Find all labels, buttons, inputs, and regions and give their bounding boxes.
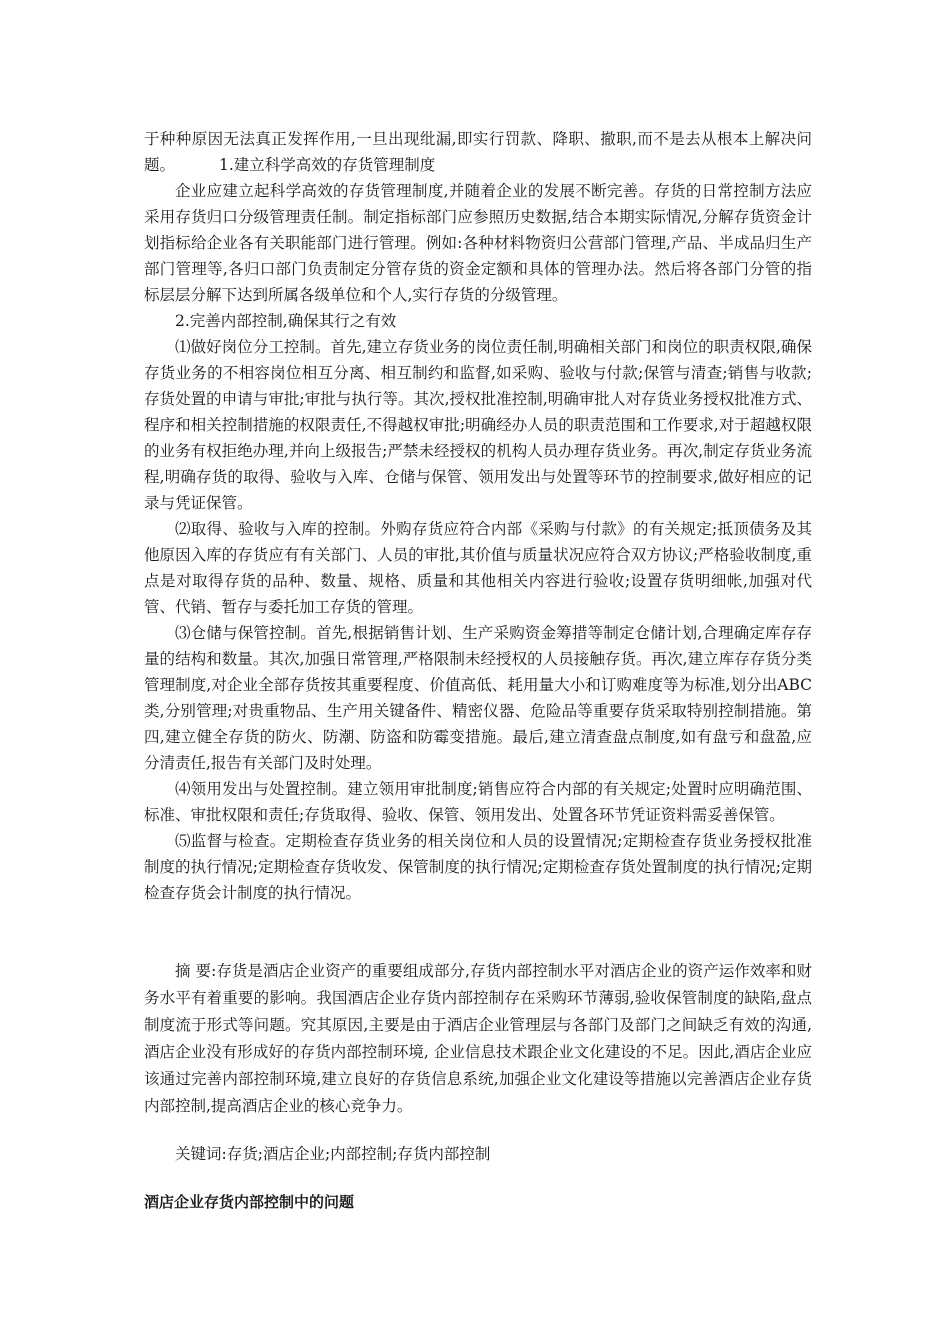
abstract-text: 摘 要:存货是酒店企业资产的重要组成部分,存货内部控制水平对酒店企业的资产运作效率和财务水平有着重要的影响。我国酒店企业存货内部控制存在采购环节薄弱,验收保管制度的缺陷,盘点制度流于形式等问题。究其原因,主要是由于酒店企业管理层与各部门及部门之间缺乏有效的沟通,酒店企业没有形成好的存货内部控制环境, 企业信息技术跟企业文化建设的不足。因此,酒店企业应该通过完善内部控制环境,建立良好的存货信息系统,加强企业文化建设等措施以完善酒店企业存货内部控制,提高酒店企业的核心竞争力。 — [144, 962, 812, 1115]
list-item-3: ⑶仓储与保管控制。首先,根据销售计划、生产采购资金筹措等制定仓储计划,合理确定库存存量的结构和数量。其次,加强日常管理,严格限制未经授权的人员接触存货。再次,建立库存存货分类管理制度,对企业全部存货按其重要程度、价值高低、耗用量大小和订购难度等为标准,划分出ABC类,分别管理;对贵重物品、生产用关键备件、精密仪器、危险品等重要存货采取特别控制措施。第四,建立健全存货的防火、防潮、防盗和防霉变措施。最后,建立清查盘点制度,如有盘亏和盘盈,应分清责任,报告有关部门及时处理。 — [144, 624, 812, 772]
heading-2: 2.完善内部控制,确保其行之有效 — [175, 312, 397, 330]
section-heading: 酒店企业存货内部控制中的问题 — [144, 1193, 355, 1211]
list-item-5: ⑸监督与检查。定期检查存货业务的相关岗位和人员的设置情况;定期检查存货业务授权批准制度的执行情况;定期检查存货收发、保管制度的执行情况;定期检查存货处置制度的执行情况;定期检查存货会计制度的执行情况。 — [144, 832, 812, 902]
paragraph-1: 企业应建立起科学高效的存货管理制度,并随着企业的发展不断完善。存货的日常控制方法应采用存货归口分级管理责任制。制定指标部门应参照历史数据,结合本期实际情况,分解存货资金计划指标给企业各有关职能部门进行管理。例如:各种材料物资归公营部门管理,产品、半成品归生产部门管理等,各归口部门负责制定分管存货的资金定额和具体的管理办法。然后将各部门分管的指标层层分解下达到所属各级单位和个人,实行存货的分级管理。 — [144, 182, 812, 304]
intro-line: 于种种原因无法真正发挥作用,一旦出现纰漏,即实行罚款、降职、撤职,而不是去从根本上解决问题。 — [144, 130, 812, 174]
heading-1: 1.建立科学高效的存货管理制度 — [219, 156, 436, 174]
list-item-1: ⑴做好岗位分工控制。首先,建立存货业务的岗位责任制,明确相关部门和岗位的职责权限,确保存货业务的不相容岗位相互分离、相互制约和监督,如采购、验收与付款;保管与清查;销售与收款;存货处置的申请与审批;审批与执行等。其次,授权批准控制,明确审批人对存货业务授权批准方式、程序和相关控制措施的权限责任,不得越权审批;明确经办人员的职责范围和工作要求,对于超越权限的业务有权拒绝办理,并向上级报告;严禁未经授权的机构人员办理存货业务。再次,制定存货业务流程,明确存货的取得、验收与入库、仓储与保管、领用发出与处置等环节的控制要求,做好相应的记录与凭证保管。 — [144, 338, 812, 512]
abstract-block — [144, 958, 812, 1120]
body-text — [144, 126, 812, 906]
list-item-4: ⑷领用发出与处置控制。建立领用审批制度;销售应符合内部的有关规定;处置时应明确范围、标准、审批权限和责任;存货取得、验收、保管、领用发出、处置各环节凭证资料需妥善保管。 — [144, 780, 812, 824]
intro-paragraph — [144, 126, 812, 178]
list-item-2: ⑵取得、验收与入库的控制。外购存货应符合内部《采购与付款》的有关规定;抵顶债务及其他原因入库的存货应有有关部门、人员的审批,其价值与质量状况应符合双方协议;严格验收制度,重点是对取得存货的品种、数量、规格、质量和其他相关内容进行验收;设置存货明细帐,加强对代管、代销、暂存与委托加工存货的管理。 — [144, 520, 812, 616]
keywords: 关键词:存货;酒店企业;内部控制;存货内部控制 — [175, 1145, 491, 1163]
